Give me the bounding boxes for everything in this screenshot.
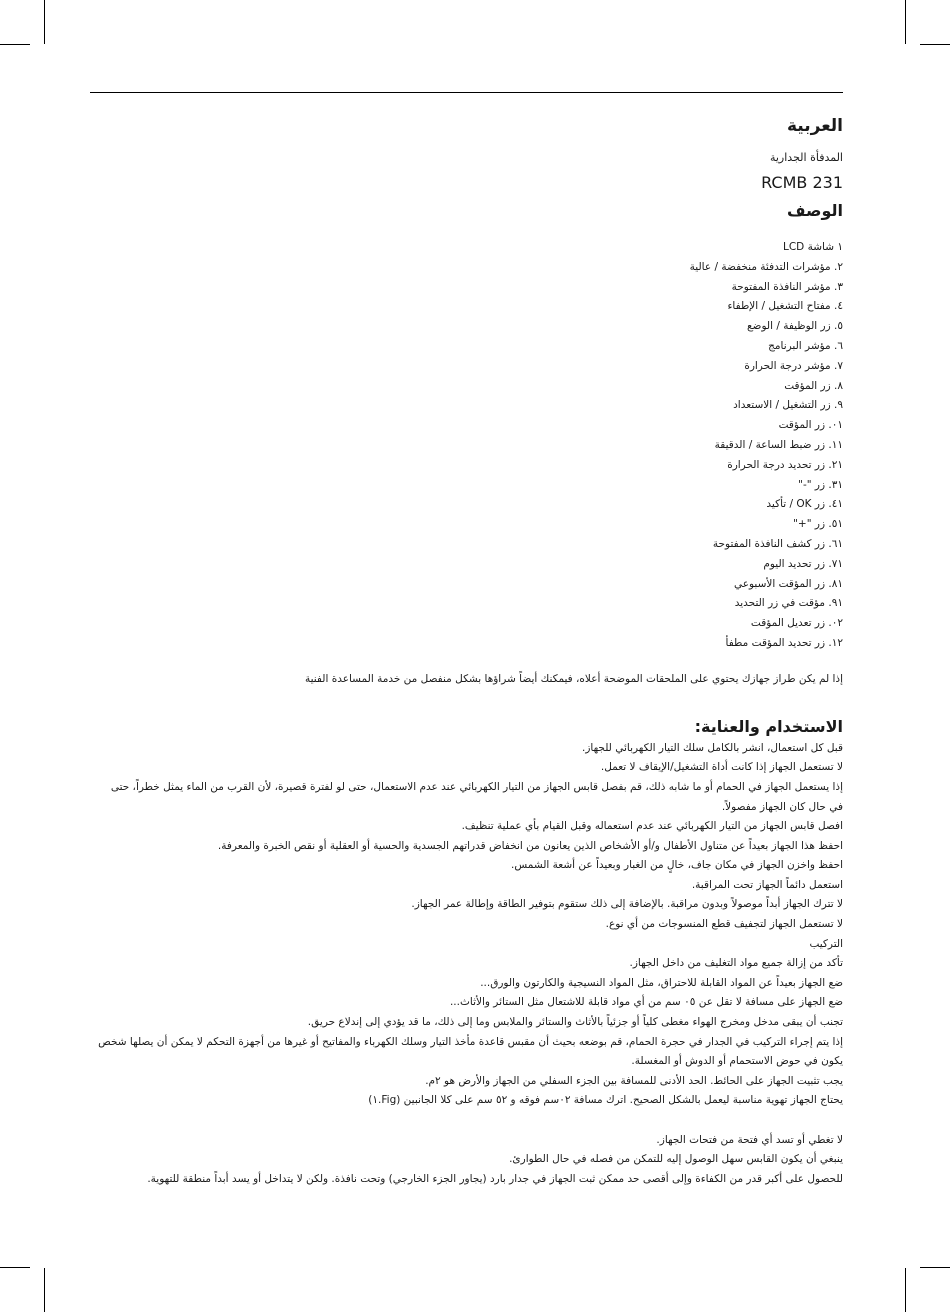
product-type: المدفأة الجدارية [769, 151, 843, 164]
crop-mark [905, 0, 906, 44]
header-rule [90, 92, 843, 93]
paragraph: ضع الجهاز على مسافة لا تقل عن ٠٥ سم من أي مواد قابلة للاشتعال مثل الستائر والأثاث... [449, 996, 843, 1009]
crop-mark [44, 0, 45, 44]
paragraph-gap [95, 1111, 843, 1131]
paragraph: يحتاج الجهاز تهوية مناسبة ليعمل بالشكل الصحيح. اترك مسافة ٠٢سم فوقه و ٥٢ سم على كلا الجانبين (Fig.١) [368, 1094, 843, 1107]
list-item: ٢١. زر تحديد درجة الحرارة [727, 458, 843, 471]
list-item: ٧١. زر تحديد اليوم [763, 557, 843, 570]
list-item: ٨. زر المؤقت [784, 379, 843, 392]
list-item: ١٢. زر تحديد المؤقت مطفأ [725, 636, 843, 649]
model-number: RCMB 231 [761, 173, 843, 192]
list-item: ٦١. زر كشف النافذة المفتوحة [712, 537, 843, 550]
crop-mark [44, 1268, 45, 1312]
paragraph: يجب تثبيت الجهاز على الحائط. الحد الأدنى للمسافة بين الجزء السفلي من الجهاز والأرض هو ٢م. [425, 1074, 843, 1087]
list-item: ٣. مؤشر النافذة المفتوحة [731, 280, 843, 293]
paragraph: إذا يتم إجراء التركيب في الجدار في حجرة الحمام، قم بوضعه بحيث أن مقبس قاعدة مأخذ التيار وسلك الكهرباء والمفاتيح أو غيرها من أجهزة التحكم لا يمكن أن يصلها شخص يكون في حوض الاستحمام أو الدوش أو المغسلة. [98, 1035, 843, 1068]
paragraph: تجنب أن يبقى مدخل ومخرج الهواء مغطى كلياً أو جزئياً بالأثاث والستائر والملابس وما إلى ذلك، ما قد يؤدي إلى إندلاع حريق. [307, 1016, 843, 1029]
paragraph: لا تترك الجهاز أبداً موصولاً وبدون مراقبة. بالإضافة إلى ذلك ستقوم بتوفير الطاقة وإطالة عمر الجهاز. [411, 898, 843, 911]
installation-subheading: التركيب [809, 937, 843, 950]
crop-mark [920, 1267, 950, 1268]
crop-mark [0, 44, 30, 45]
use-care-heading: الاستخدام والعناية: [694, 716, 843, 736]
paragraph: ضع الجهاز بعيداً عن المواد القابلة للاحتراق، مثل المواد النسيجية والكارتون والورق... [480, 976, 843, 989]
list-item: ٥١. زر "+" [793, 518, 843, 531]
list-item: ٤١. زر OK / تأكيد [766, 498, 843, 511]
list-item: ٨١. زر المؤقت الأسبوعي [733, 577, 843, 590]
list-item: ٠١. زر المؤقت [778, 419, 843, 432]
crop-mark [920, 44, 950, 45]
list-item: ٤. مفتاح التشغيل / الإطفاء [727, 300, 843, 313]
description-heading: الوصف [786, 201, 843, 220]
paragraph: احفظ هذا الجهاز بعيداً عن متناول الأطفال و/أو الأشخاص الذين يعانون من انخفاض قدراتهم الجسدية والحسية أو العقلية أو نقص الخبرة والمعرفة. [217, 839, 843, 852]
paragraph: إذا يستعمل الجهاز في الحمام أو ما شابه ذلك، قم بفصل قابس الجهاز من التيار الكهربائي عند عدم الاستعمال، حتى لو لفترة قصيرة، لأن القرب من الماء يمثل خطراً، حتى في حال كان الجهاز مفصولاً. [110, 780, 843, 813]
crop-mark [905, 1268, 906, 1312]
list-item: ٢. مؤشرات التدفئة منخفضة / عالية [689, 260, 843, 273]
list-item: ٠٢. زر تعديل المؤقت [750, 617, 843, 630]
accessories-note: إذا لم يكن طراز جهازك يحتوي على الملحقات الموضحة أعلاه، فيمكنك أيضاً شراؤها بشكل منفصل من خدمة المساعدة الفنية [304, 672, 843, 685]
paragraph: لا تستعمل الجهاز إذا كانت أداة التشغيل/الإيقاف لا تعمل. [600, 761, 843, 774]
paragraph: قبل كل استعمال، انشر بالكامل سلك التيار الكهربائي للجهاز. [581, 741, 843, 754]
list-item: ٥. زر الوظيفة / الوضع [746, 320, 843, 333]
paragraph: لا تغطي أو تسد أي فتحة من فتحات الجهاز. [656, 1133, 843, 1146]
paragraph: احفظ واخزن الجهاز في مكان جاف، خالٍ من الغبار وبعيداً عن أشعة الشمس. [511, 859, 843, 872]
list-item: ٩١. مؤقت في زر التحديد [734, 597, 843, 610]
paragraph: ينبغي أن يكون القابس سهل الوصول إليه للتمكن من فصله في حال الطوارئ. [509, 1153, 843, 1166]
paragraph: افصل قابس الجهاز من التيار الكهربائي عند عدم استعماله وقبل القيام بأي عملية تنظيف. [461, 820, 843, 833]
list-item: ٣١. زر "-" [798, 478, 843, 491]
language-heading: العربية [786, 116, 843, 136]
paragraph: للحصول على أكبر قدر من الكفاءة وإلى أقصى حد ممكن ثبت الجهاز في جدار بارد (يجاور الجزء الخارجي) وتحت نافذة. ولكن لا يتداخل أو يسد أبداً منطقة للتهوية. [147, 1172, 843, 1185]
list-item: ٧. مؤشر درجة الحرارة [744, 359, 843, 372]
paragraph: لا تستعمل الجهاز لتجفيف قطع المنسوجات من أي نوع. [605, 918, 843, 931]
parts-list [95, 238, 843, 654]
crop-mark [0, 1267, 30, 1268]
paragraph: استعمل دائماً الجهاز تحت المراقبة. [691, 878, 843, 891]
document-body [95, 112, 843, 1189]
list-item: ٩. زر التشغيل / الاستعداد [733, 399, 843, 412]
list-item: ٦. مؤشر البرنامج [768, 339, 843, 352]
paragraph: تأكد من إزالة جميع مواد التغليف من داخل الجهاز. [629, 957, 843, 970]
list-item: ١ شاشة LCD [782, 241, 843, 253]
list-item: ١١. زر ضبط الساعة / الدقيقة [714, 438, 843, 451]
